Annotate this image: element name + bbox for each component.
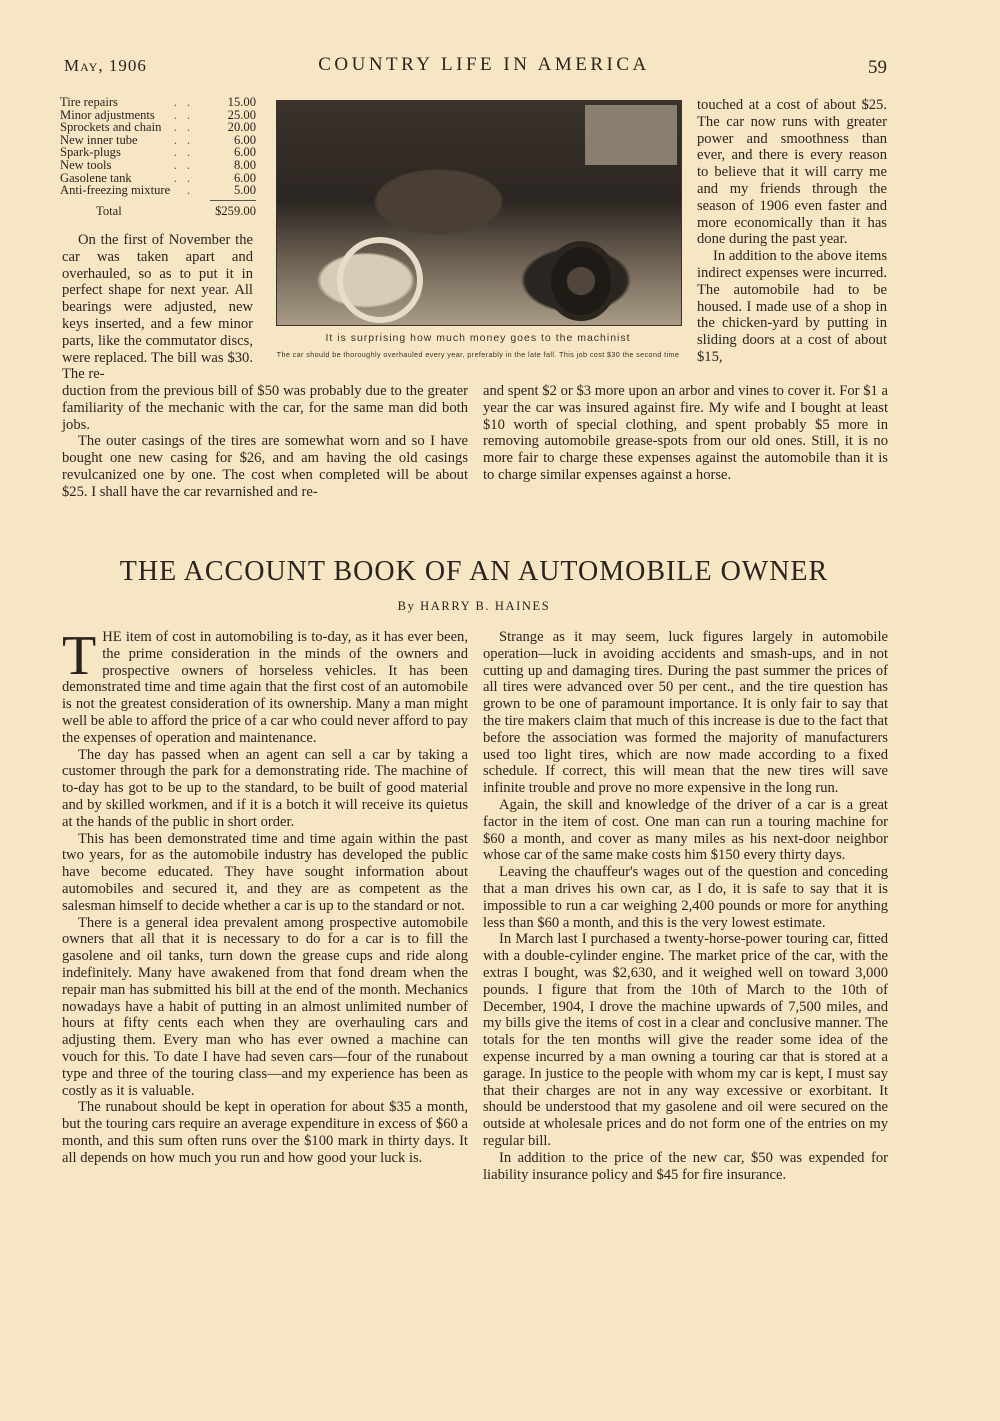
paragraph: Leaving the chauffeur's wages out of the question and conceding that a man drives his own car, as I do, it is safe to say that it is impossible to run a car weighing 2,400 pounds or more for anything less than $60 a month, and this is the very lowest estimate.: [483, 864, 888, 931]
ledger-amount: 6.00: [233, 132, 256, 147]
ledger-amount: 6.00: [233, 170, 256, 185]
ledger-item: Tire repairs: [60, 95, 118, 109]
ledger-item: Minor adjustments: [60, 107, 155, 122]
ledger-row: Minor adjustments .. 25.00: [60, 107, 256, 122]
paragraph: This has been demonstrated time and time again within the past two years, for as the automobile industry has developed the public have become educated. They have sought information about automobiles and secured it, and they are as competent as the salesman himself to decide whether a car is up to the standard or not.: [62, 830, 468, 914]
ledger-item: Gasolene tank: [60, 170, 132, 185]
photo-caption-title: It is surprising how much money goes to the machinist: [325, 332, 631, 344]
continued-text-left-column: [62, 232, 253, 383]
paragraph: THE item of cost in automobiling is to-day, as it has ever been, the prime consideration in the minds of the owners and prospective owners of horseless vehicles. It has been demonstrated time and time again that the first cost of an automobile is not the greatest consideration of its ownership. Many a man might well be able to afford the price of a car who could never afford to pay the expenses of operation and maintenance.: [62, 625, 468, 746]
issue-date: May, 1906: [64, 56, 147, 75]
ledger-row: Anti-freezing mixture . 5.00: [60, 183, 256, 198]
paragraph: Strange as it may seem, luck figures largely in automobile operation—luck in avoiding accidents and smash-ups, and in not cutting up and damaging tires. During the past summer the prices of all tires were advanced over 50 per cent., and the tire question has grown to be one of paramount importance. It is only fair to say that the tire makers claim that much of this increase is due to the fact that before the association was formed the majority of manufacturers used too light tires, which are now made according to a fixed schedule. If correct, this will mean that the new tires will save infinite trouble and prove no more expensive in the long run.: [483, 629, 888, 797]
ledger-item: New tools: [60, 157, 112, 172]
paragraph: On the first of November the car was taken apart and overhauled, so as to put it in perfect shape for next year. All bearings were adjusted, new keys inserted, and a few minor parts, like the commutator discs, were replaced. The bill was $30. The re-: [62, 232, 253, 383]
paragraph: duction from the previous bill of $50 was probably due to the greater familiarity of the mechanic with the car, for the same man did both jobs.: [62, 383, 468, 433]
paragraph: and spent $2 or $3 more upon an arbor and vines to cover it. For $1 a year the car was insured against fire. My wife and I bought at least $10 worth of special clothing, and spent probably $5 more in removing automobile grease-spots from our old ones. Still, it is no more fair to charge these expenses against the automobile than it is to charge similar expenses against a horse.: [483, 383, 888, 483]
ledger-item: New inner tube: [60, 132, 138, 147]
paragraph: The runabout should be kept in operation for about $35 a month, but the touring cars require an average expenditure in excess of $60 a month, and this sum often runs over the $100 mark in thirty days. It all depends on how much you run and how good your luck is.: [62, 1099, 468, 1166]
page-number: 59: [868, 57, 887, 78]
ledger-amount: 6.00: [233, 145, 256, 160]
ledger-amount: 5.00: [233, 183, 256, 198]
ledger-amount: 20.00: [227, 120, 256, 135]
paragraph: In March last I purchased a twenty-horse-power touring car, fitted with a double-cylinder engine. The market price of the car, with the extras I bought, was $2,630, and it weighed well on toward 3,000 pounds. I figure that from the 10th of March to the 10th of December, 1904, I drove the machine upwards of 7,500 miles, and my bills give the items of cost in a clear and conclusive manner. The totals for the ten months will give the reader some idea of the expense incurred by a man owning a touring car that is stored at a garage. In justice to the people with whom my car is kept, I must say that their charges are not in any way excessive or exorbitant. It should be understood that my gasolene and oil were secured on the outside at wholesale prices and do not form one of the entries on my regular bill.: [483, 931, 888, 1149]
continued-text-wide-left: [62, 383, 468, 501]
ledger-item: Anti-freezing mixture: [60, 183, 171, 198]
photo-caption-text: The car should be thoroughly overhauled every year, preferably in the late fall. This job cost $30 the second time: [276, 350, 680, 359]
machinist-shop-photo: [276, 100, 682, 326]
ledger-amount: 15.00: [227, 95, 256, 109]
continued-text-right-column: [697, 97, 887, 366]
ledger-total-row: [60, 205, 256, 218]
ledger-row: Sprockets and chain .. 20.00: [60, 120, 256, 135]
ledger-divider: [210, 200, 256, 201]
car-wheel-graphic: [337, 237, 423, 323]
ledger-amount: 25.00: [227, 107, 256, 122]
paragraph: Again, the skill and knowledge of the driver of a car is a great factor in the item of cost. One man can run a touring machine for $60 a month, and cover as many miles as his next-door neighbor whose car of the same make costs him $150 every thirty days.: [483, 796, 888, 864]
ledger-item: Spark-plugs: [60, 145, 121, 160]
paragraph: The outer casings of the tires are somewhat worn and so I have bought one new casing for $26, and am having the old casings revulcanized one by one. The cost when completed will be about $25. I shall have the car revarnished and re-: [62, 433, 468, 500]
ledger-row: Spark-plugs .. 6.00: [60, 145, 256, 160]
expense-ledger: [60, 96, 256, 217]
paragraph: touched at a cost of about $25. The car now runs with greater power and smoothness than ever, and there is every reason to believe that it will carry me and my friends through the season of 1906 even faster and more economically than it has done during the past year.: [697, 97, 887, 248]
ledger-total-amount: $259.00: [215, 203, 256, 218]
publication-title: COUNTRY LIFE IN AMERICA: [318, 54, 650, 75]
ledger-row: New inner tube .. 6.00: [60, 132, 256, 147]
paragraph: The day has passed when an agent can sell a car by taking a customer through the park for a demonstrating ride. The machine of to-day has got to be up to the standard, to be built of good material and by skilled workmen, and if it is a botch it will receive its quietus at the hands of the public in short order.: [62, 746, 468, 830]
ledger-item: Sprockets and chain: [60, 120, 162, 135]
continued-text-wide-right: [483, 383, 888, 484]
ledger-amount: 8.00: [233, 157, 256, 172]
article-title: THE ACCOUNT BOOK OF AN AUTOMOBILE OWNER: [119, 556, 829, 587]
ledger-total-label: Total: [96, 203, 122, 218]
drop-cap: T: [62, 625, 97, 687]
paragraph: In addition to the price of the new car, $50 was expended for liability insurance policy and $45 for fire insurance.: [483, 1149, 888, 1183]
paragraph: There is a general idea prevalent among prospective automobile owners that all that it is necessary to do for a car is to fill the gasolene and oil tanks, turn down the grease cups and ride along indefinitely. Many have awakened from that fond dream when the repair man has submitted his bill at the end of the month. Mechanics nowadays have a habit of putting in an almost unlimited number of hours at fifty cents each when they are overhauling cars and adjusting them. Every man who has ever owned a machine can vouch for this. To date I have had seven cars—four of the runabout type and three of the touring class—and my experience has been as costly as it is valuable.: [62, 914, 468, 1099]
ledger-row: New tools .. 8.00: [60, 157, 256, 172]
article-left-column: [62, 625, 468, 1167]
ledger-row: Gasolene tank .. 6.00: [60, 170, 256, 185]
paragraph: In addition to the above items indirect expenses were incurred. The automobile had to be housed. I made use of a shop in the chicken-yard by putting in sliding doors at a cost of about $15,: [697, 248, 887, 365]
article-byline: By HARRY B. HAINES: [397, 599, 551, 613]
car-wheel-graphic: [545, 241, 617, 321]
article-right-column: [483, 629, 888, 1183]
ledger-row: Tire repairs .. 15.00: [60, 95, 256, 109]
